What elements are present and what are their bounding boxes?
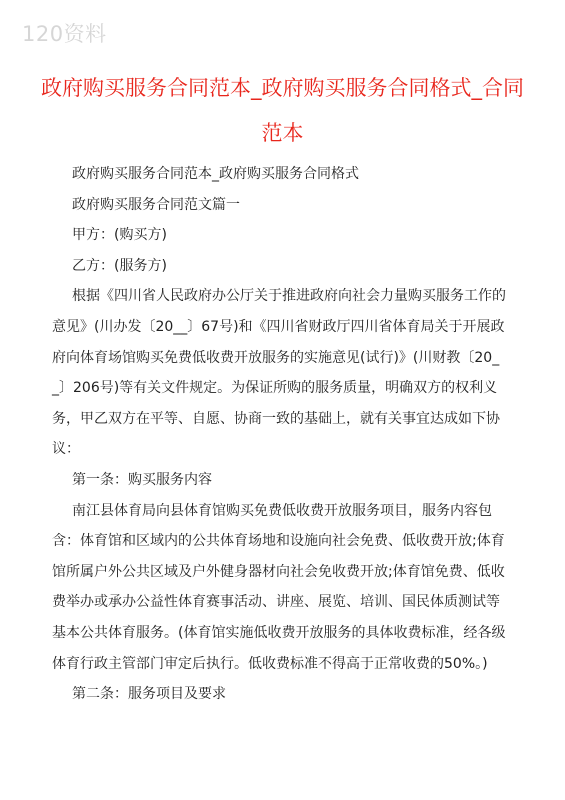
paragraph-basis: 根据《四川省人民政府办公厅关于推进政府向社会力量购买服务工作的意见》(川办发〔20__〕67号)和《四川省财政厅四川省体育局关于开展政府向体育场馆购买免费低收费开放服务的实施意见(试行)》(川财教〔20__〕206号)等有关文件规定。为保证所购的服务质量，明确双方的权利义务，甲乙双方在平等、自愿、协商一致的基础上，就有关事宜达成如下协议：	[52, 288, 506, 458]
paragraph-section-heading: 政府购买服务合同范文篇一	[72, 196, 240, 213]
paragraph-article-1-heading: 第一条：购买服务内容	[72, 471, 212, 488]
paragraph-subtitle: 政府购买服务合同范本_政府购买服务合同格式	[72, 166, 359, 182]
document-body	[52, 159, 512, 710]
watermark-logo: 120资料	[22, 22, 107, 46]
paragraph-party-a: 甲方：(购买方)	[72, 227, 167, 244]
document-title: 政府购买服务合同范本_政府购买服务合同格式_合同范本	[41, 76, 524, 145]
paragraph-article-1-body: 南江县体育局向县体育馆购买免费低收费开放服务项目，服务内容包含：体育馆和区域内的公共体育场地和设施向社会免费、低收费开放;体育馆所属户外公共区域及户外健身器材向社会免收费开放;体育馆免费、低收费举办或承办公益性体育赛事活动、讲座、展览、培训、国民体质测试等基本公共体育服务。(体育馆实施低收费开放服务的具体收费标准，经各级体育行政主管部门审定后执行。低收费标准不得高于正常收费的50%。)	[52, 502, 506, 672]
paragraph-article-2-heading: 第二条：服务项目及要求	[72, 686, 226, 703]
paragraph-party-b: 乙方：(服务方)	[72, 257, 167, 274]
